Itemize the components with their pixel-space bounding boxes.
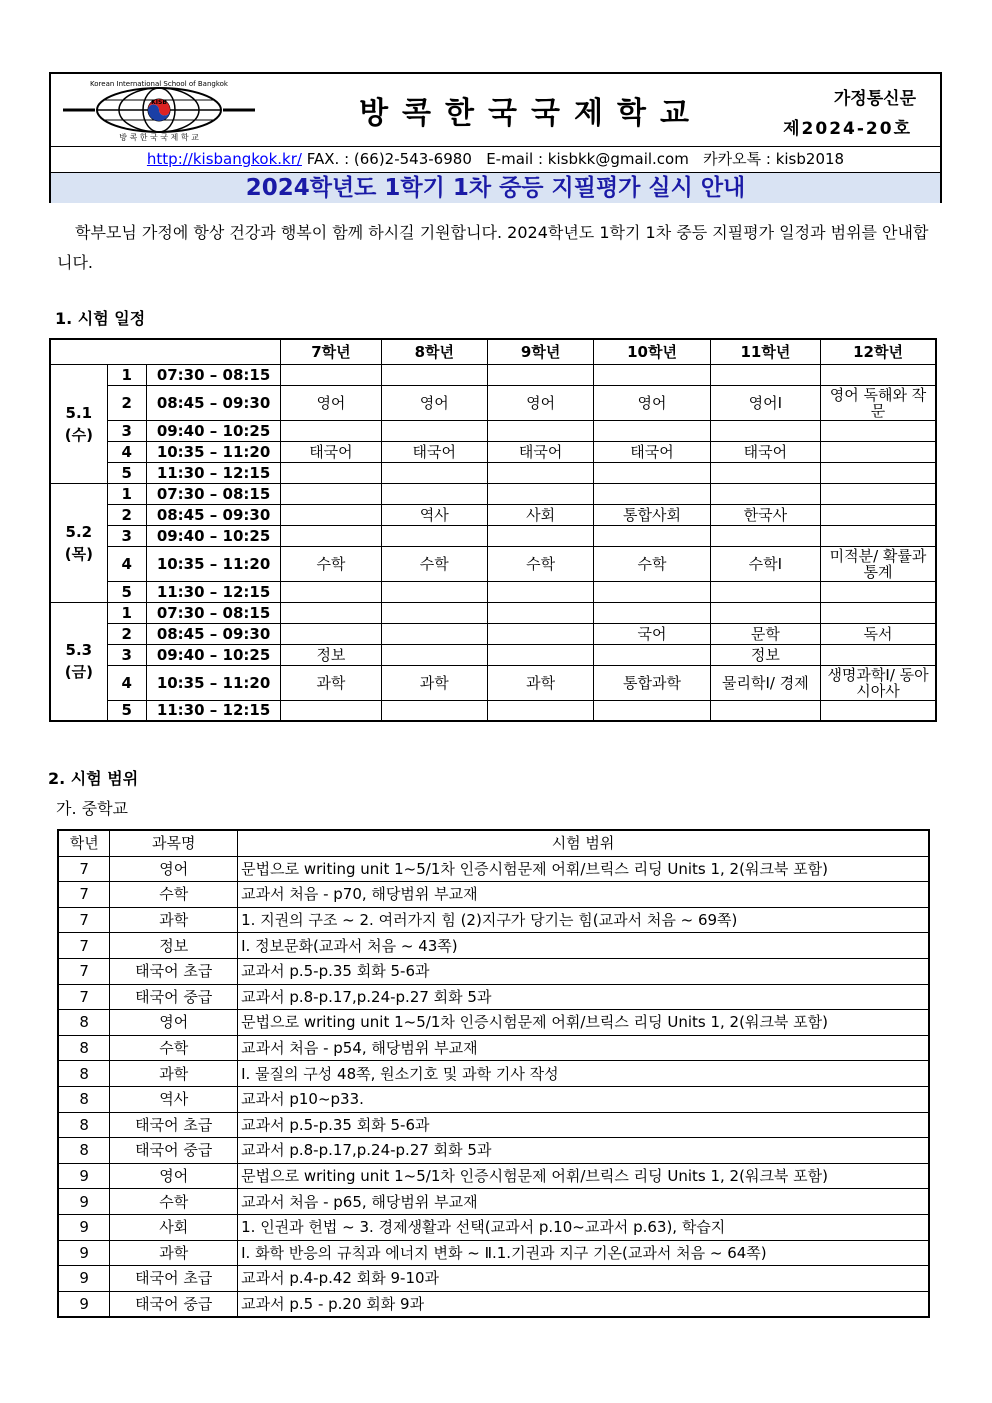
scope-subject: 영어 bbox=[110, 1010, 238, 1036]
period-number: 2 bbox=[107, 623, 146, 644]
exam-subject-cell bbox=[487, 483, 593, 504]
exam-subject-cell: 영어 bbox=[487, 385, 593, 420]
period-number: 5 bbox=[107, 700, 146, 721]
period-number: 3 bbox=[107, 525, 146, 546]
exam-subject-cell bbox=[381, 364, 487, 385]
exam-subject-cell bbox=[821, 602, 936, 623]
exam-weekday: (금) bbox=[64, 663, 93, 682]
exam-subject-cell bbox=[594, 644, 710, 665]
schedule-row bbox=[50, 462, 936, 483]
scope-row bbox=[58, 1163, 929, 1189]
scope-grade: 9 bbox=[58, 1163, 110, 1189]
period-number: 1 bbox=[107, 602, 146, 623]
period-number: 1 bbox=[107, 483, 146, 504]
period-time: 07:30 – 08:15 bbox=[146, 602, 280, 623]
scope-subject: 태국어 중급 bbox=[110, 984, 238, 1010]
section-title-scope: 2. 시험 범위 bbox=[48, 769, 139, 788]
scope-column-header: 과목명 bbox=[110, 830, 238, 856]
logo-text-bottom: 방 콕 한 국 국 제 학 교 bbox=[119, 133, 199, 142]
period-time: 10:35 – 11:20 bbox=[146, 546, 280, 581]
scope-grade: 7 bbox=[58, 984, 110, 1010]
scope-row bbox=[58, 1138, 929, 1164]
period-time: 09:40 – 10:25 bbox=[146, 644, 280, 665]
exam-subject-cell bbox=[594, 581, 710, 602]
scope-subject: 영어 bbox=[110, 1163, 238, 1189]
exam-subject-cell: 수학Ⅰ bbox=[710, 546, 820, 581]
scope-subject: 태국어 초급 bbox=[110, 1112, 238, 1138]
grade-header: 9학년 bbox=[487, 339, 593, 364]
issue-number: 제2024-20호 bbox=[783, 119, 912, 139]
exam-subject-cell bbox=[281, 504, 381, 525]
exam-date: 5.2 bbox=[65, 522, 93, 541]
grade-header: 7학년 bbox=[281, 339, 381, 364]
exam-subject-cell bbox=[487, 602, 593, 623]
exam-subject-cell bbox=[281, 700, 381, 721]
exam-subject-cell: 수학 bbox=[487, 546, 593, 581]
exam-subject-cell: 물리학Ⅰ/ 경제 bbox=[710, 665, 820, 700]
exam-subject-cell bbox=[381, 420, 487, 441]
exam-date-cell bbox=[50, 602, 107, 721]
schedule-row bbox=[50, 546, 936, 581]
school-website-link[interactable]: http://kisbangkok.kr/ bbox=[146, 150, 302, 168]
document-title: 2024학년도 1학기 1차 중등 지필평가 실시 안내 bbox=[51, 173, 940, 203]
contact-line bbox=[51, 147, 940, 173]
exam-subject-cell: 수학 bbox=[281, 546, 381, 581]
scope-grade: 8 bbox=[58, 1138, 110, 1164]
scope-subject: 사회 bbox=[110, 1214, 238, 1240]
exam-subject-cell bbox=[281, 420, 381, 441]
scope-row bbox=[58, 984, 929, 1010]
exam-subject-cell bbox=[487, 525, 593, 546]
newsletter-label: 가정통신문 bbox=[833, 89, 916, 109]
scope-range: 문법으로 writing unit 1~5/1차 인증시험문제 어휘/브릭스 리딩 Units 1, 2(워크북 포함) bbox=[238, 1163, 929, 1189]
header-top-row bbox=[51, 74, 940, 147]
intro-paragraph: 학부모님 가정에 항상 건강과 행복이 함께 하시길 기원합니다. 2024학년도 1학기 1차 중등 지필평가 일정과 범위를 안내합니다. bbox=[57, 223, 929, 272]
exam-subject-cell bbox=[487, 623, 593, 644]
scope-column-header: 학년 bbox=[58, 830, 110, 856]
period-number: 4 bbox=[107, 665, 146, 700]
exam-subject-cell: 수학 bbox=[594, 546, 710, 581]
logo-text-center: KISB bbox=[151, 99, 167, 106]
period-time: 10:35 – 11:20 bbox=[146, 665, 280, 700]
exam-weekday: (목) bbox=[64, 544, 93, 563]
exam-date-cell bbox=[50, 483, 107, 602]
scope-subject: 과학 bbox=[110, 1240, 238, 1266]
scope-grade: 8 bbox=[58, 1035, 110, 1061]
scope-subject: 과학 bbox=[110, 907, 238, 933]
section-title-schedule: 1. 시험 일정 bbox=[55, 309, 146, 328]
exam-subject-cell bbox=[821, 525, 936, 546]
email-address: E-mail : kisbkk@gmail.com bbox=[486, 150, 689, 168]
exam-subject-cell bbox=[487, 364, 593, 385]
exam-subject-cell: 정보 bbox=[281, 644, 381, 665]
scope-grade: 7 bbox=[58, 933, 110, 959]
exam-subject-cell bbox=[710, 602, 820, 623]
period-number: 2 bbox=[107, 385, 146, 420]
schedule-row bbox=[50, 364, 936, 385]
schedule-row bbox=[50, 385, 936, 420]
exam-subject-cell bbox=[487, 420, 593, 441]
exam-subject-cell bbox=[594, 462, 710, 483]
exam-subject-cell bbox=[821, 462, 936, 483]
exam-subject-cell: 태국어 bbox=[487, 441, 593, 462]
scope-grade: 8 bbox=[58, 1112, 110, 1138]
scope-range: 교과서 p.5-p.35 회화 5-6과 bbox=[238, 958, 929, 984]
scope-row bbox=[58, 1291, 929, 1317]
scope-range: 교과서 p.8-p.17,p.24-p.27 회화 5과 bbox=[238, 984, 929, 1010]
exam-subject-cell: 태국어 bbox=[594, 441, 710, 462]
exam-subject-cell bbox=[821, 483, 936, 504]
scope-row bbox=[58, 856, 929, 882]
scope-row bbox=[58, 958, 929, 984]
scope-row bbox=[58, 1112, 929, 1138]
scope-grade: 7 bbox=[58, 882, 110, 908]
exam-subject-cell: 태국어 bbox=[710, 441, 820, 462]
exam-date: 5.1 bbox=[65, 403, 93, 422]
exam-subject-cell bbox=[281, 364, 381, 385]
scope-grade: 9 bbox=[58, 1240, 110, 1266]
exam-schedule-table bbox=[49, 338, 937, 722]
exam-subject-cell bbox=[821, 581, 936, 602]
logo-text-top: Korean International School of Bangkok bbox=[90, 80, 228, 88]
exam-subject-cell bbox=[710, 364, 820, 385]
scope-range: 1. 인권과 헌법 ~ 3. 경제생활과 선택(교과서 p.10~교과서 p.63), 학습지 bbox=[238, 1214, 929, 1240]
scope-grade: 7 bbox=[58, 907, 110, 933]
period-number: 2 bbox=[107, 504, 146, 525]
grade-header: 11학년 bbox=[710, 339, 820, 364]
exam-subject-cell: 미적분/ 확률과 통계 bbox=[821, 546, 936, 581]
schedule-row bbox=[50, 525, 936, 546]
period-time: 10:35 – 11:20 bbox=[146, 441, 280, 462]
scope-range: 교과서 p10~p33. bbox=[238, 1086, 929, 1112]
exam-weekday: (수) bbox=[64, 425, 93, 444]
scope-range: 교과서 p.8-p.17,p.24-p.27 회화 5과 bbox=[238, 1138, 929, 1164]
exam-subject-cell bbox=[281, 581, 381, 602]
scope-subject: 수학 bbox=[110, 1035, 238, 1061]
exam-subject-cell bbox=[821, 644, 936, 665]
scope-row bbox=[58, 1240, 929, 1266]
period-time: 08:45 – 09:30 bbox=[146, 623, 280, 644]
exam-subject-cell bbox=[381, 462, 487, 483]
scope-row bbox=[58, 1035, 929, 1061]
scope-subject: 과학 bbox=[110, 1061, 238, 1087]
exam-subject-cell bbox=[487, 581, 593, 602]
period-number: 5 bbox=[107, 581, 146, 602]
schedule-row bbox=[50, 581, 936, 602]
scope-range: 문법으로 writing unit 1~5/1차 인증시험문제 어휘/브릭스 리딩 Units 1, 2(워크북 포함) bbox=[238, 1010, 929, 1036]
exam-subject-cell: 사회 bbox=[487, 504, 593, 525]
grade-header: 10학년 bbox=[594, 339, 710, 364]
period-time: 07:30 – 08:15 bbox=[146, 483, 280, 504]
exam-subject-cell: 영어Ⅰ bbox=[710, 385, 820, 420]
exam-subject-cell bbox=[594, 700, 710, 721]
exam-subject-cell: 과학 bbox=[487, 665, 593, 700]
exam-subject-cell bbox=[381, 483, 487, 504]
exam-subject-cell: 통합사회 bbox=[594, 504, 710, 525]
subsection-middle-school: 가. 중학교 bbox=[56, 799, 128, 818]
schedule-row bbox=[50, 420, 936, 441]
school-name: 방콕한국국제학교 bbox=[359, 96, 703, 131]
exam-subject-cell: 과학 bbox=[381, 665, 487, 700]
exam-subject-cell bbox=[281, 462, 381, 483]
period-time: 11:30 – 12:15 bbox=[146, 581, 280, 602]
exam-subject-cell bbox=[381, 644, 487, 665]
exam-subject-cell bbox=[381, 700, 487, 721]
scope-row bbox=[58, 1061, 929, 1087]
scope-range: 문법으로 writing unit 1~5/1차 인증시험문제 어휘/브릭스 리딩 Units 1, 2(워크북 포함) bbox=[238, 856, 929, 882]
scope-range: Ⅰ. 물질의 구성 48쪽, 원소기호 및 과학 기사 작성 bbox=[238, 1061, 929, 1087]
scope-row bbox=[58, 1189, 929, 1215]
grade-header: 8학년 bbox=[381, 339, 487, 364]
period-number: 4 bbox=[107, 441, 146, 462]
exam-subject-cell bbox=[487, 462, 593, 483]
exam-subject-cell bbox=[281, 483, 381, 504]
exam-subject-cell bbox=[821, 441, 936, 462]
scope-grade: 8 bbox=[58, 1086, 110, 1112]
kakao-id: 카카오톡 : kisb2018 bbox=[703, 150, 845, 168]
scope-grade: 7 bbox=[58, 856, 110, 882]
exam-subject-cell: 한국사 bbox=[710, 504, 820, 525]
exam-subject-cell: 태국어 bbox=[381, 441, 487, 462]
exam-subject-cell bbox=[821, 364, 936, 385]
schedule-row bbox=[50, 665, 936, 700]
scope-subject: 정보 bbox=[110, 933, 238, 959]
schedule-row bbox=[50, 483, 936, 504]
schedule-row bbox=[50, 441, 936, 462]
period-time: 07:30 – 08:15 bbox=[146, 364, 280, 385]
exam-subject-cell: 영어 bbox=[281, 385, 381, 420]
scope-grade: 9 bbox=[58, 1266, 110, 1292]
period-time: 08:45 – 09:30 bbox=[146, 504, 280, 525]
scope-range: 교과서 처음 - p70, 해당범위 부교재 bbox=[238, 882, 929, 908]
scope-subject: 태국어 중급 bbox=[110, 1138, 238, 1164]
exam-subject-cell: 생명과학Ⅰ/ 동아시아사 bbox=[821, 665, 936, 700]
exam-subject-cell: 국어 bbox=[594, 623, 710, 644]
grade-header: 12학년 bbox=[821, 339, 936, 364]
exam-subject-cell: 과학 bbox=[281, 665, 381, 700]
period-number: 3 bbox=[107, 420, 146, 441]
scope-grade: 8 bbox=[58, 1010, 110, 1036]
exam-subject-cell: 정보 bbox=[710, 644, 820, 665]
exam-subject-cell bbox=[594, 602, 710, 623]
scope-row bbox=[58, 1214, 929, 1240]
exam-subject-cell: 영어 bbox=[381, 385, 487, 420]
period-number: 5 bbox=[107, 462, 146, 483]
scope-body bbox=[58, 830, 929, 1317]
scope-grade: 9 bbox=[58, 1189, 110, 1215]
schedule-header-blank bbox=[50, 339, 281, 364]
exam-subject-cell bbox=[281, 525, 381, 546]
scope-range: 1. 지권의 구조 ~ 2. 여러가지 힘 (2)지구가 당기는 힘(교과서 처음 ~ 69쪽) bbox=[238, 907, 929, 933]
exam-subject-cell bbox=[594, 525, 710, 546]
period-time: 09:40 – 10:25 bbox=[146, 525, 280, 546]
scope-subject: 태국어 초급 bbox=[110, 958, 238, 984]
period-time: 11:30 – 12:15 bbox=[146, 700, 280, 721]
scope-grade: 8 bbox=[58, 1061, 110, 1087]
exam-subject-cell: 영어 독해와 작문 bbox=[821, 385, 936, 420]
exam-subject-cell bbox=[487, 700, 593, 721]
exam-subject-cell bbox=[594, 364, 710, 385]
exam-subject-cell bbox=[821, 420, 936, 441]
scope-subject: 태국어 중급 bbox=[110, 1291, 238, 1317]
schedule-row bbox=[50, 644, 936, 665]
scope-subject: 수학 bbox=[110, 882, 238, 908]
period-number: 3 bbox=[107, 644, 146, 665]
scope-row bbox=[58, 933, 929, 959]
scope-subject: 영어 bbox=[110, 856, 238, 882]
exam-date-cell bbox=[50, 364, 107, 483]
scope-row bbox=[58, 1266, 929, 1292]
period-number: 4 bbox=[107, 546, 146, 581]
exam-subject-cell bbox=[281, 602, 381, 623]
exam-subject-cell: 수학 bbox=[381, 546, 487, 581]
scope-column-header: 시험 범위 bbox=[238, 830, 929, 856]
scope-subject: 태국어 초급 bbox=[110, 1266, 238, 1292]
exam-subject-cell bbox=[487, 644, 593, 665]
exam-subject-cell: 독서 bbox=[821, 623, 936, 644]
scope-row bbox=[58, 1010, 929, 1036]
exam-subject-cell bbox=[281, 623, 381, 644]
exam-subject-cell bbox=[381, 602, 487, 623]
scope-grade: 9 bbox=[58, 1214, 110, 1240]
exam-subject-cell bbox=[594, 420, 710, 441]
school-logo-icon bbox=[59, 78, 259, 142]
schedule-row bbox=[50, 623, 936, 644]
scope-range: Ⅰ. 정보문화(교과서 처음 ~ 43쪽) bbox=[238, 933, 929, 959]
exam-subject-cell: 역사 bbox=[381, 504, 487, 525]
schedule-row bbox=[50, 602, 936, 623]
scope-subject: 수학 bbox=[110, 1189, 238, 1215]
exam-subject-cell bbox=[381, 623, 487, 644]
exam-subject-cell: 문학 bbox=[710, 623, 820, 644]
exam-date: 5.3 bbox=[65, 641, 93, 660]
scope-subject: 역사 bbox=[110, 1086, 238, 1112]
exam-subject-cell bbox=[821, 504, 936, 525]
exam-subject-cell bbox=[710, 525, 820, 546]
scope-range: 교과서 처음 - p54, 해당범위 부교재 bbox=[238, 1035, 929, 1061]
exam-scope-table bbox=[57, 829, 930, 1318]
fax-number: FAX. : (66)2-543-6980 bbox=[306, 150, 472, 168]
scope-range: Ⅰ. 화학 반응의 규칙과 에너지 변화 ~ Ⅱ.1.기권과 지구 기온(교과서 처음 ~ 64쪽) bbox=[238, 1240, 929, 1266]
period-time: 11:30 – 12:15 bbox=[146, 462, 280, 483]
exam-subject-cell: 통합과학 bbox=[594, 665, 710, 700]
scope-grade: 7 bbox=[58, 958, 110, 984]
exam-subject-cell bbox=[381, 581, 487, 602]
exam-subject-cell bbox=[821, 700, 936, 721]
scope-row bbox=[58, 907, 929, 933]
scope-range: 교과서 p.5-p.35 회화 5-6과 bbox=[238, 1112, 929, 1138]
schedule-row bbox=[50, 700, 936, 721]
scope-range: 교과서 p.5 - p.20 회화 9과 bbox=[238, 1291, 929, 1317]
schedule-body bbox=[50, 339, 936, 721]
exam-subject-cell: 태국어 bbox=[281, 441, 381, 462]
scope-row bbox=[58, 1086, 929, 1112]
period-time: 08:45 – 09:30 bbox=[146, 385, 280, 420]
newsletter-header bbox=[49, 72, 942, 203]
exam-subject-cell: 영어 bbox=[594, 385, 710, 420]
scope-header-row bbox=[58, 830, 929, 856]
period-number: 1 bbox=[107, 364, 146, 385]
exam-subject-cell bbox=[381, 525, 487, 546]
exam-subject-cell bbox=[710, 462, 820, 483]
scope-row bbox=[58, 882, 929, 908]
scope-grade: 9 bbox=[58, 1291, 110, 1317]
scope-range: 교과서 p.4-p.42 회화 9-10과 bbox=[238, 1266, 929, 1292]
exam-subject-cell bbox=[594, 483, 710, 504]
exam-subject-cell bbox=[710, 483, 820, 504]
period-time: 09:40 – 10:25 bbox=[146, 420, 280, 441]
scope-range: 교과서 처음 - p65, 해당범위 부교재 bbox=[238, 1189, 929, 1215]
exam-subject-cell bbox=[710, 420, 820, 441]
schedule-row bbox=[50, 504, 936, 525]
schedule-header-row bbox=[50, 339, 936, 364]
exam-subject-cell bbox=[710, 700, 820, 721]
exam-subject-cell bbox=[710, 581, 820, 602]
